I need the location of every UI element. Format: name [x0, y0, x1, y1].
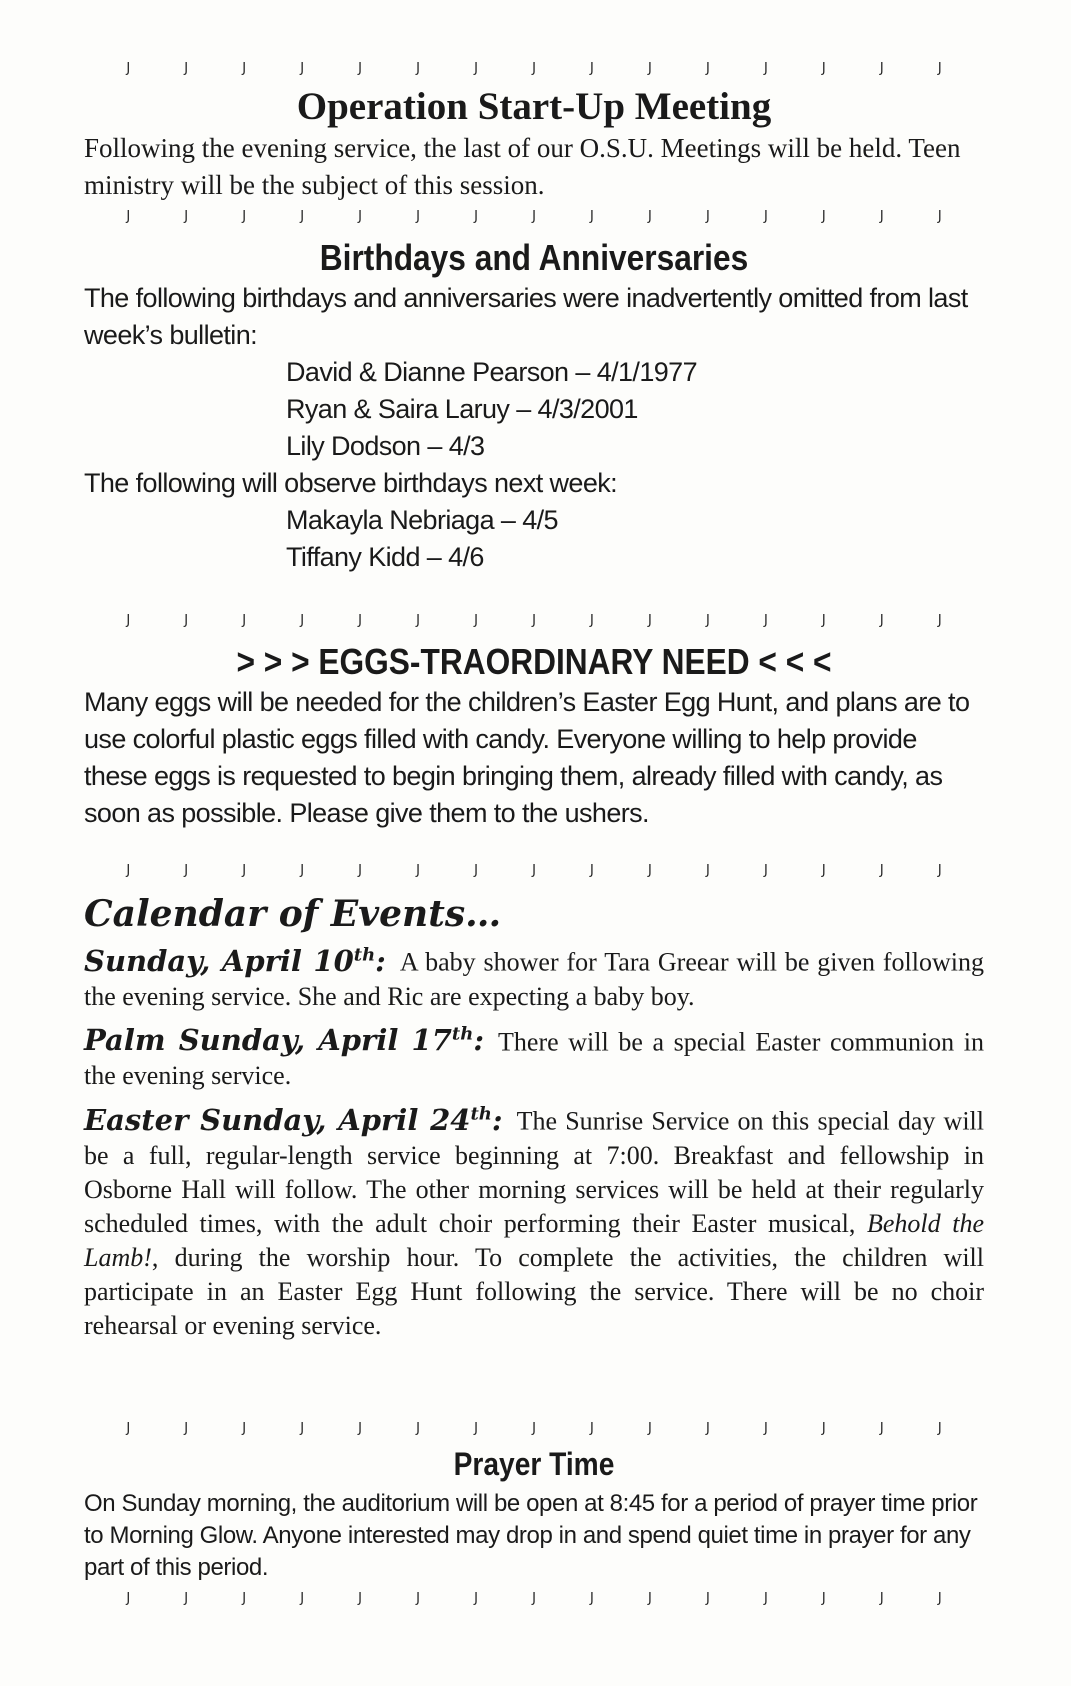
event-date: Palm Sunday, April 17th: — [84, 1023, 485, 1058]
calendar-entry — [84, 1097, 984, 1343]
list-item: Makayla Nebriaga – 4/5 — [286, 505, 558, 535]
note-divider: J J J J J J J J J J J J J J J — [126, 1591, 967, 1606]
prayer-heading: Prayer Time — [453, 1446, 615, 1482]
osu-body: Following the evening service, the last of our O.S.U. Meetings will be held. Teen ministry will be the subject of this session. — [84, 133, 961, 200]
note-divider: J J J J J J J J J J J J J J J — [126, 863, 967, 878]
eggs-section — [84, 610, 984, 832]
osu-section — [84, 58, 984, 204]
birthdays-intro: The following birthdays and anniversaries were inadvertently omitted from last week’s bulletin: — [84, 283, 968, 350]
next-week-intro: The following will observe birthdays next week: — [84, 468, 618, 498]
list-item: Ryan & Saira Laruy – 4/3/2001 — [286, 394, 638, 424]
event-date: Easter Sunday, April 24th: — [84, 1102, 503, 1137]
musical-title: Behold the Lamb! — [84, 1208, 984, 1272]
event-text: , during the worship hour. To complete the activities, the children will participate in an Easter Egg Hunt following the service. There will be no choir rehearsal or evening service. — [84, 1242, 984, 1340]
omitted-list — [84, 354, 984, 465]
osu-heading: Operation Start-Up Meeting — [296, 85, 772, 128]
calendar-entry — [84, 1018, 984, 1094]
note-divider: J J J J J J J J J J J J J J J — [126, 613, 967, 628]
note-divider: J J J J J J J J J J J J J J J — [126, 61, 967, 76]
eggs-heading: > > > EGGS-TRAORDINARY NEED < < < — [236, 641, 832, 682]
list-item: Tiffany Kidd – 4/6 — [286, 542, 484, 572]
calendar-heading: Calendar of Events… — [84, 893, 502, 935]
event-text: A baby shower for Tara Greear will be given following the evening service. She and Ric are expecting a baby boy. — [84, 947, 984, 1011]
event-text: The Sunrise Service on this special day will be a full, regular-length service beginning at 7:00. Breakfast and fellowship in Osborne Hall will follow. The other morning services will be held at their regularly scheduled times, with the adult choir performing their Easter musical, — [84, 1106, 985, 1238]
list-item: Lily Dodson – 4/3 — [286, 431, 485, 461]
event-text: There will be a special Easter communion in the evening service. — [84, 1027, 984, 1091]
note-divider: J J J J J J J J J J J J J J J — [126, 209, 967, 224]
prayer-body: On Sunday morning, the auditorium will be open at 8:45 for a period of prayer time prior to Morning Glow. Anyone interested may drop in and spend quiet time in prayer for any part of this period. — [84, 1490, 978, 1581]
note-divider: J J J J J J J J J J J J J J J — [126, 1421, 967, 1436]
birthdays-heading: Birthdays and Anniversaries — [319, 237, 749, 278]
calendar-section — [84, 860, 984, 1343]
list-item: David & Dianne Pearson – 4/1/1977 — [286, 357, 697, 387]
calendar-entry — [84, 938, 984, 1014]
event-date: Sunday, April 10th: — [84, 943, 386, 978]
prayer-section — [84, 1418, 984, 1610]
eggs-body: Many eggs will be needed for the children’s Easter Egg Hunt, and plans are to use colorful plastic eggs filled with candy. Everyone willing to help provide these eggs is requested to begin bringing them, already filled with candy, as soon as possible. Please give them to the ushers. — [84, 687, 970, 828]
next-week-list — [84, 502, 984, 576]
birthdays-section — [84, 206, 984, 576]
